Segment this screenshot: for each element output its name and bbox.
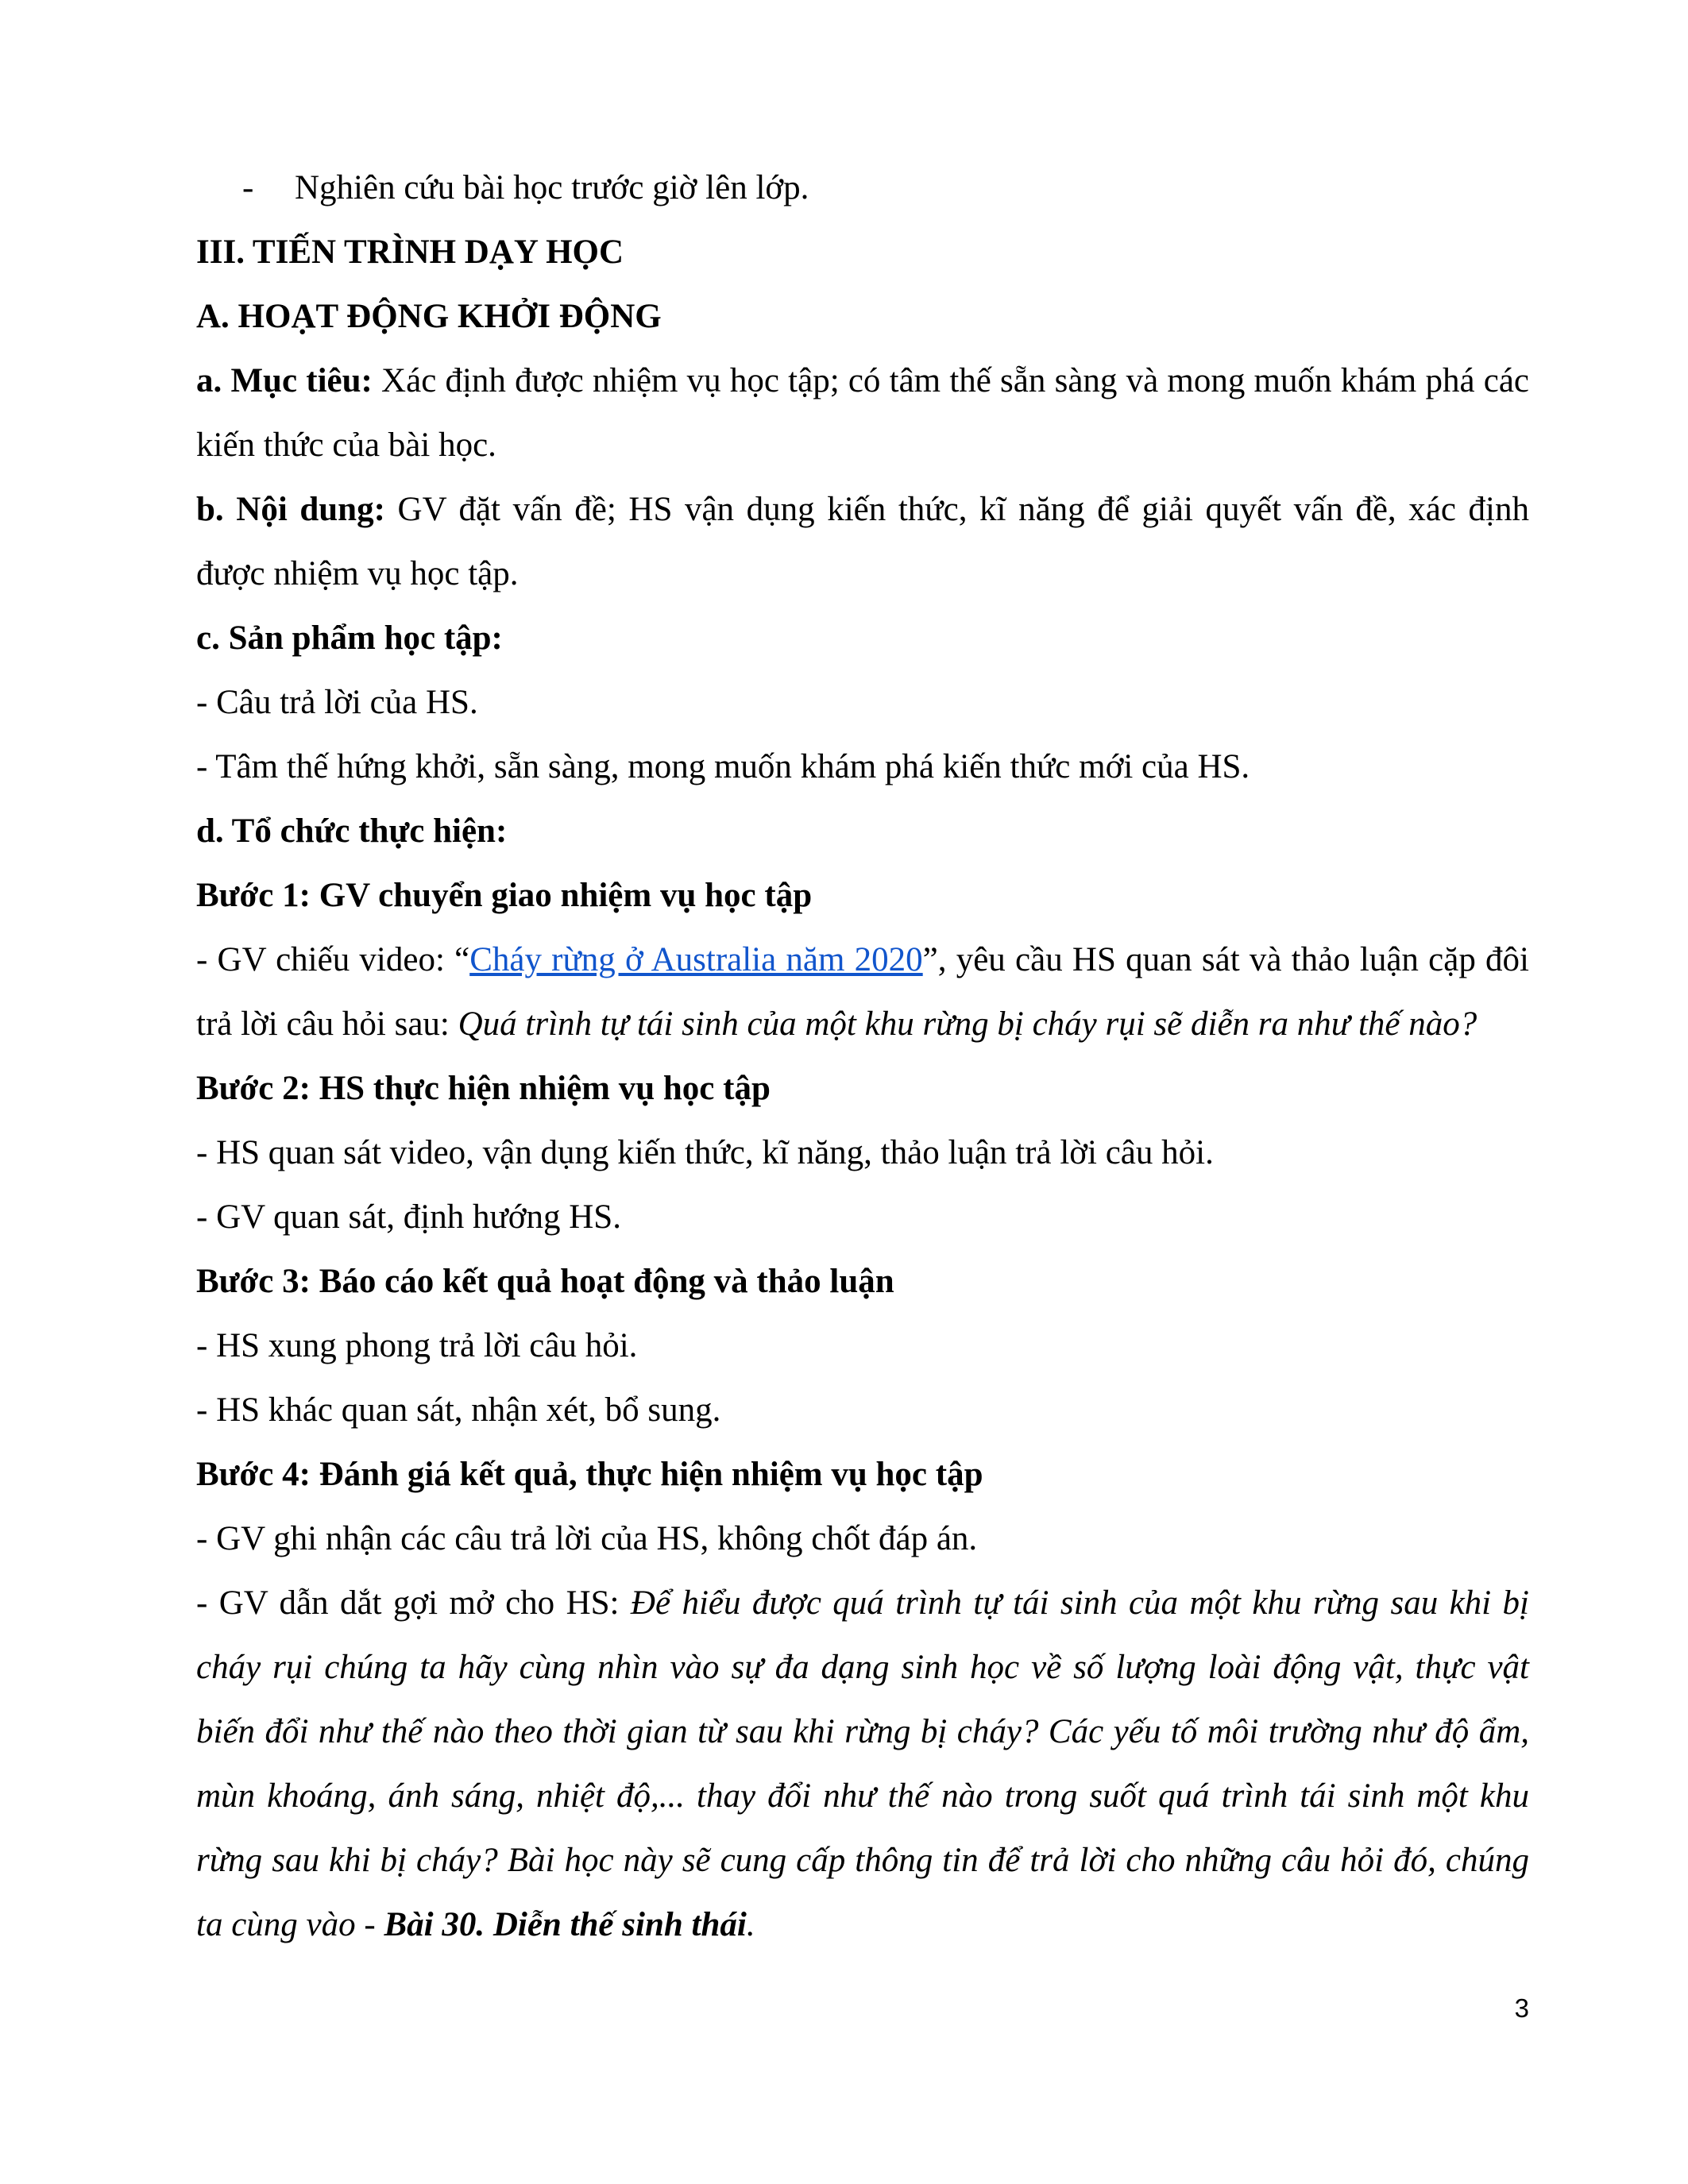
objective-label: a. Mục tiêu: bbox=[196, 362, 373, 399]
step3-item: - HS xung phong trả lời câu hỏi. bbox=[196, 1327, 638, 1364]
page-number: 3 bbox=[1514, 1993, 1529, 2023]
dash-marker: - bbox=[242, 169, 254, 206]
product-label: c. Sản phẩm học tập: bbox=[196, 619, 503, 657]
prep-item bbox=[196, 156, 1529, 220]
step1-question: Quá trình tự tái sinh của một khu rừng bị cháy rụi sẽ diễn ra như thế nào? bbox=[458, 1005, 1477, 1043]
step1-middle: ”, yêu cầu HS quan sát và thảo luận cặp đôi trả lời câu hỏi sau: bbox=[196, 941, 1529, 1043]
content-label: b. Nội dung: bbox=[196, 491, 385, 528]
organize-label: d. Tổ chức thực hiện: bbox=[196, 812, 508, 850]
step4-lead-italic: Để hiểu được quá trình tự tái sinh của một khu rừng sau khi bị cháy rụi chúng ta hãy cùng nhìn vào sự đa dạng sinh học về số lượng loài động vật, thực vật biến đổi như thế nào theo thời gian từ sau khi rừng bị cháy? Các yếu tố môi trường như độ ẩm, mùn khoáng, ánh sáng, nhiệt độ,... thay đổi như thế nào trong suốt quá trình tái sinh một khu rừng sau khi bị cháy? Bài học này sẽ cung cấp thông tin để trả lời cho những câu hỏi đó, chúng ta cùng vào - bbox=[196, 1584, 1529, 1943]
step1-paragraph bbox=[196, 928, 1529, 1056]
document-page bbox=[196, 156, 1529, 1957]
step1-title: Bước 1: GV chuyển giao nhiệm vụ học tập bbox=[196, 877, 813, 914]
lesson-title: Bài 30. Diễn thế sinh thái bbox=[384, 1906, 747, 1943]
step4-item: - GV ghi nhận các câu trả lời của HS, không chốt đáp án. bbox=[196, 1520, 978, 1557]
lesson-end: . bbox=[746, 1906, 755, 1943]
step1-prefix: - GV chiếu video: “ bbox=[196, 941, 470, 978]
activity-title: A. HOẠT ĐỘNG KHỞI ĐỘNG bbox=[196, 298, 662, 335]
step2-title: Bước 2: HS thực hiện nhiệm vụ học tập bbox=[196, 1070, 771, 1107]
step4-lead-prefix: - GV dẫn dắt gợi mở cho HS: bbox=[196, 1584, 631, 1622]
section-title: III. TIẾN TRÌNH DẠY HỌC bbox=[196, 233, 624, 271]
video-link[interactable]: Cháy rừng ở Australia năm 2020 bbox=[469, 941, 923, 978]
step4-lead-paragraph bbox=[196, 1571, 1529, 1957]
objective-text: Xác định được nhiệm vụ học tập; có tâm thế sẵn sàng và mong muốn khám phá các kiến thức của bài học. bbox=[196, 362, 1530, 464]
content-paragraph bbox=[196, 477, 1529, 606]
product-item: - Tâm thế hứng khởi, sẵn sàng, mong muốn khám phá kiến thức mới của HS. bbox=[196, 748, 1250, 785]
step4-title: Bước 4: Đánh giá kết quả, thực hiện nhiệm vụ học tập bbox=[196, 1456, 983, 1493]
content-text: GV đặt vấn đề; HS vận dụng kiến thức, kĩ năng để giải quyết vấn đề, xác định được nhiệm vụ học tập. bbox=[196, 491, 1529, 592]
product-item: - Câu trả lời của HS. bbox=[196, 684, 478, 721]
objective-paragraph bbox=[196, 349, 1529, 477]
step3-title: Bước 3: Báo cáo kết quả hoạt động và thảo luận bbox=[196, 1263, 894, 1300]
step2-item: - HS quan sát video, vận dụng kiến thức, kĩ năng, thảo luận trả lời câu hỏi. bbox=[196, 1134, 1214, 1171]
prep-text: Nghiên cứu bài học trước giờ lên lớp. bbox=[295, 169, 809, 206]
step2-item: - GV quan sát, định hướng HS. bbox=[196, 1198, 621, 1236]
step3-item: - HS khác quan sát, nhận xét, bổ sung. bbox=[196, 1391, 721, 1429]
